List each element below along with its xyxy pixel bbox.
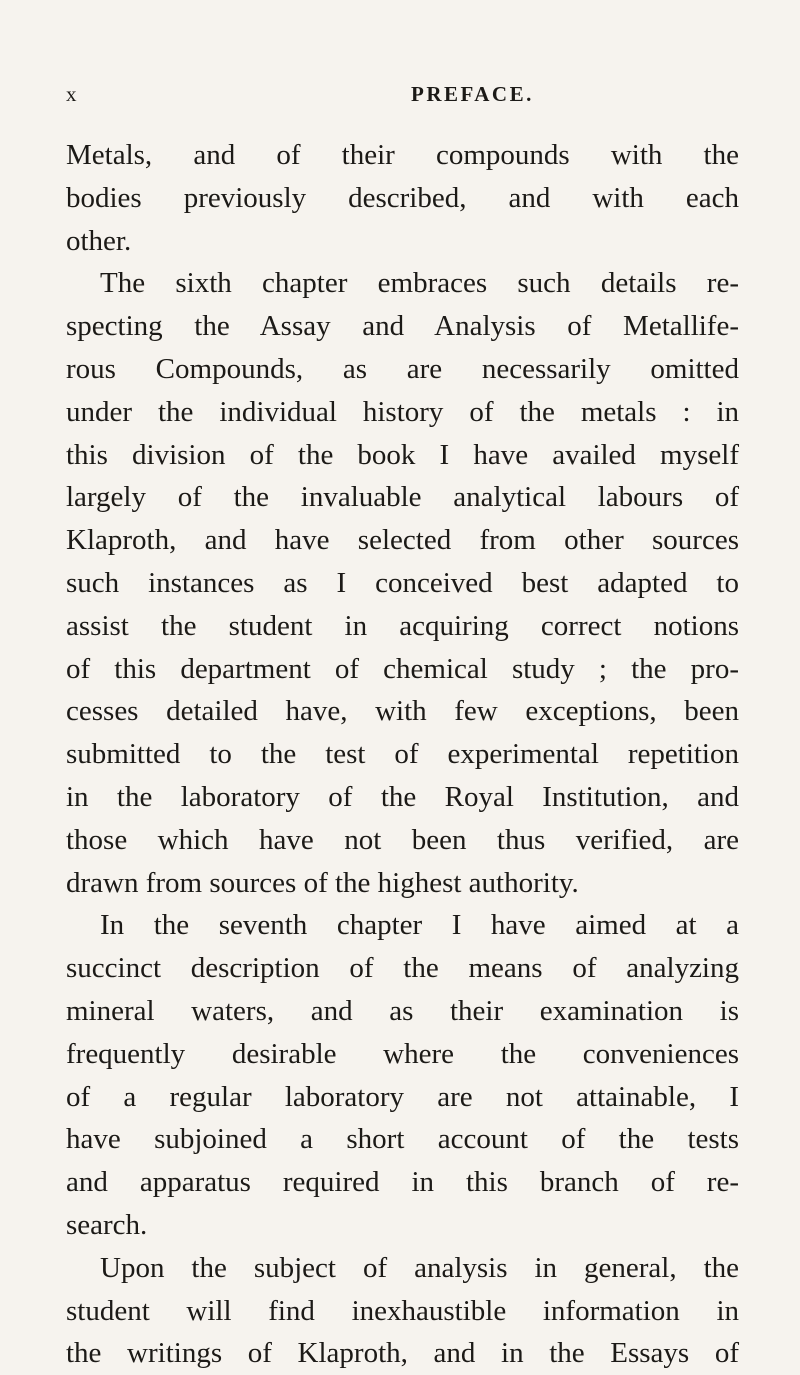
text-line: such instances as I conceived best adapted to bbox=[66, 566, 739, 599]
running-head bbox=[66, 82, 738, 112]
text-line: those which have not been thus verified, are bbox=[66, 823, 739, 856]
text-line: drawn from sources of the highest authority. bbox=[66, 866, 579, 899]
text-line: have subjoined a short account of the tests bbox=[66, 1123, 739, 1156]
running-head-title: PREFACE. bbox=[411, 82, 534, 106]
text-line: other. bbox=[66, 224, 132, 257]
text-line: assist the student in acquiring correct notions bbox=[66, 609, 739, 642]
body-text bbox=[66, 134, 739, 1375]
text-line: specting the Assay and Analysis of Metallife- bbox=[66, 310, 739, 343]
text-line: submitted to the test of experimental repetition bbox=[66, 738, 739, 771]
text-line: bodies previously described, and with each bbox=[66, 181, 739, 214]
text-line: the writings of Klaproth, and in the Essays of bbox=[66, 1337, 739, 1370]
text-line: under the individual history of the metals : in bbox=[66, 395, 739, 428]
text-line: student will find inexhaustible information in bbox=[66, 1294, 739, 1327]
text-line: succinct description of the means of analyzing bbox=[66, 952, 739, 985]
text-line: frequently desirable where the conveniences bbox=[66, 1037, 739, 1070]
text-line: rous Compounds, as are necessarily omitted bbox=[66, 352, 739, 385]
text-line: cesses detailed have, with few exceptions, been bbox=[66, 695, 739, 728]
text-line: of this department of chemical study ; the pro- bbox=[66, 652, 739, 685]
text-line: this division of the book I have availed myself bbox=[66, 438, 739, 471]
text-line: Metals, and of their compounds with the bbox=[66, 139, 739, 171]
text-line: mineral waters, and as their examination is bbox=[66, 994, 739, 1027]
text-line: search. bbox=[66, 1208, 148, 1241]
text-line: In the seventh chapter I have aimed at a bbox=[100, 909, 739, 942]
page-number: x bbox=[66, 82, 79, 106]
text-line: The sixth chapter embraces such details re- bbox=[100, 267, 739, 300]
text-line: in the laboratory of the Royal Institution, and bbox=[66, 780, 739, 813]
text-line: of a regular laboratory are not attainable, I bbox=[66, 1080, 739, 1113]
text-line: Upon the subject of analysis in general, the bbox=[100, 1251, 739, 1284]
text-line: and apparatus required in this branch of re- bbox=[66, 1166, 739, 1199]
text-line: largely of the invaluable analytical labours of bbox=[66, 481, 739, 514]
text-line: Klaproth, and have selected from other sources bbox=[66, 524, 739, 557]
